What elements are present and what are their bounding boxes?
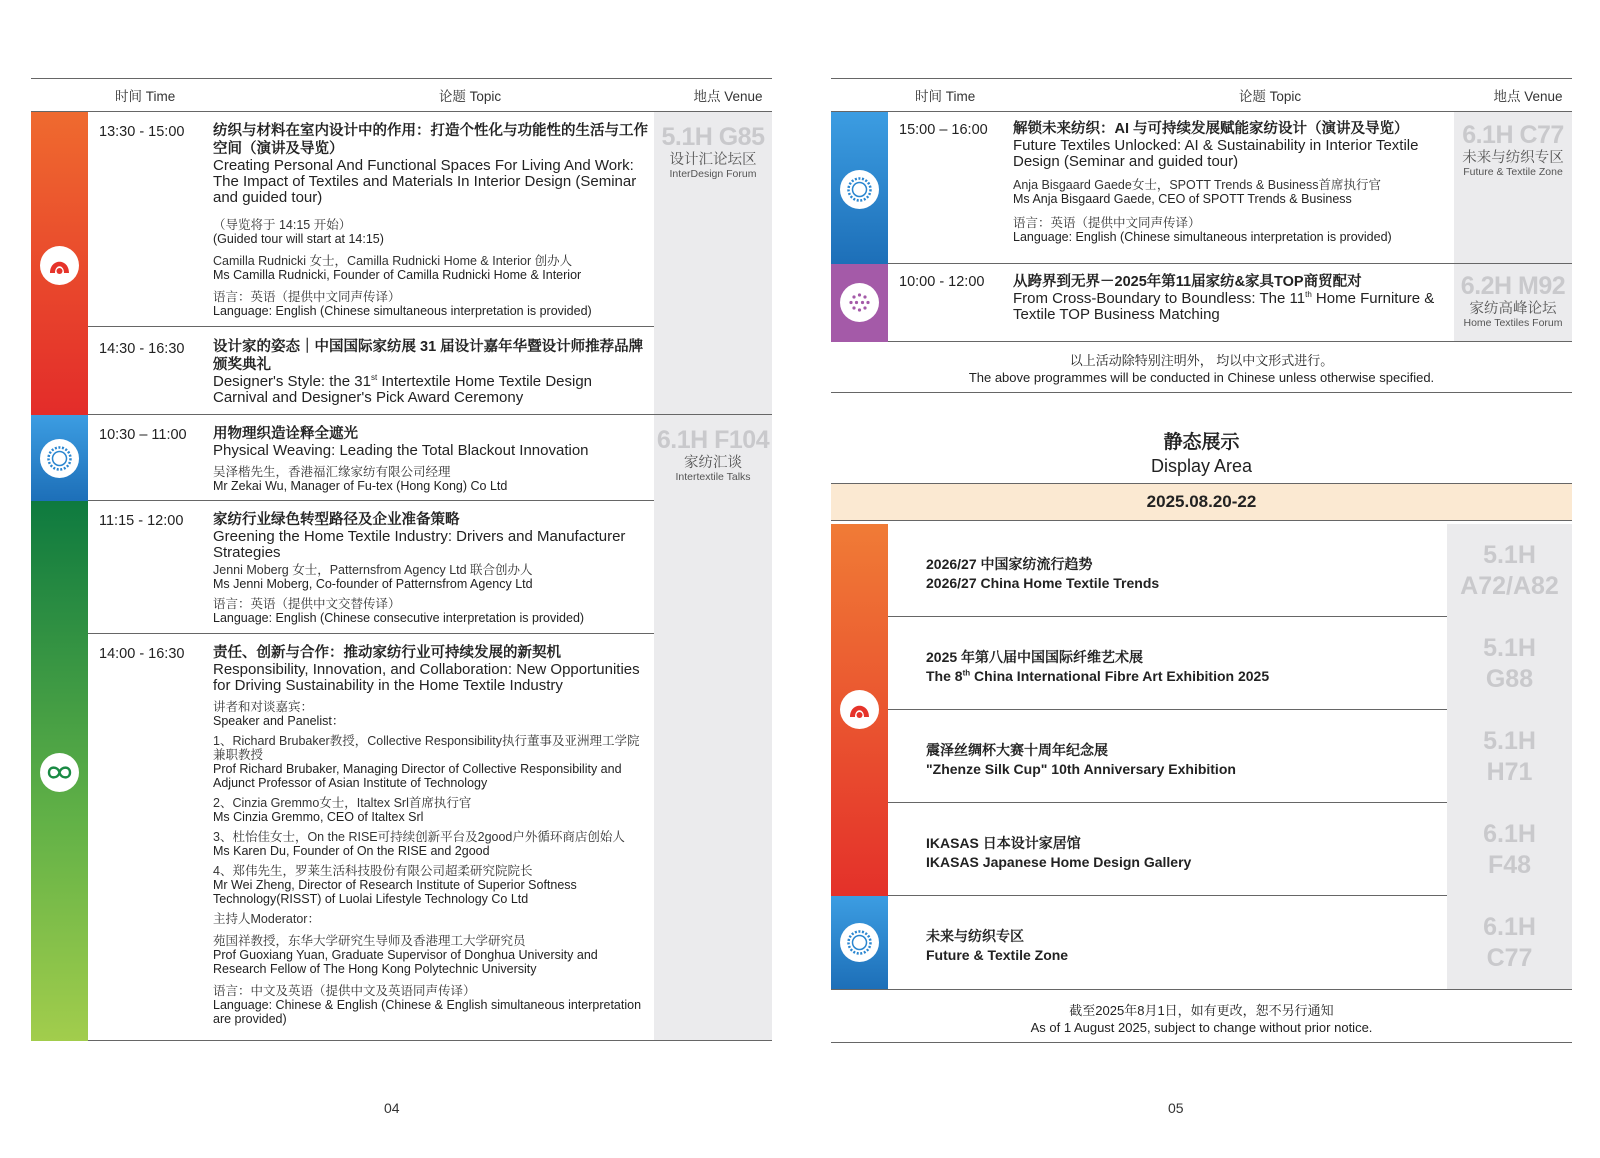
- header-venue: 地点 Venue: [693, 89, 763, 104]
- venue-cell: [654, 112, 772, 414]
- speaker-zh: Camilla Rudnicki 女士，Camilla Rudnicki Home & Interior 创办人: [213, 254, 573, 268]
- panelist-4-zh: 4、郑伟先生，罗莱生活科技股份有限公司超柔研究院院长: [213, 864, 533, 878]
- footer-note-zh: 截至2025年8月1日，如有更改，恕不另行通知: [1069, 1003, 1334, 1018]
- session-title-zh: 用物理织造诠释全遮光: [213, 426, 358, 442]
- speaker-en: Ms Camilla Rudnicki, Founder of Camilla Rudnicki Home & Interior: [213, 268, 582, 282]
- venue-code: 5.1H G85: [661, 123, 765, 151]
- exhibit-title-zh: 震泽丝绸杯大赛十周年纪念展: [926, 742, 1108, 758]
- session-row: [88, 634, 654, 1041]
- panelist-2-en: Ms Cinzia Gremmo, CEO of Italtex Srl: [213, 810, 424, 824]
- speaker-en: Ms Jenni Moberg, Co-founder of Patternsfrom Agency Ltd: [213, 577, 533, 591]
- band-strip-blue: [831, 112, 888, 264]
- moderator-label: 主持人Moderator：: [213, 912, 320, 926]
- exhibit-venue-hall: 5.1H: [1483, 633, 1536, 662]
- band-strip-red: [831, 524, 888, 896]
- session-title-en: Designer's Style: the 31: [213, 373, 371, 390]
- session-row: [88, 415, 654, 501]
- venue-name-en: InterDesign Forum: [669, 168, 757, 180]
- language-note: [831, 342, 1572, 393]
- exhibit-title-en: IKASAS Japanese Home Design Gallery: [926, 854, 1192, 870]
- language-en: Language: Chinese & English (Chinese & English simultaneous interpretation are provided): [213, 998, 642, 1026]
- moderator-zh: 苑国祥教授，东华大学研究生导师及香港理工大学研究员: [213, 934, 526, 948]
- language-en: Language: English (Chinese simultaneous interpretation is provided): [213, 304, 592, 318]
- venue-cell: [654, 415, 772, 1041]
- home-textiles-forum-logo-icon: [840, 283, 879, 322]
- language-note-en: The above programmes will be conducted in Chinese unless otherwise specified.: [968, 370, 1435, 385]
- speaker-zh: 吴泽楷先生，香港福汇缘家纺有限公司经理: [213, 465, 451, 479]
- venue-code: 6.1H C77: [1462, 121, 1564, 149]
- display-date-bar: [831, 483, 1572, 521]
- exhibit-row: [831, 524, 1572, 617]
- session-note-en: (Guided tour will start at 14:15): [213, 232, 384, 246]
- session-time: 14:00 - 16:30: [99, 646, 185, 662]
- future-textile-logo-icon: [840, 923, 879, 962]
- column-headers: [31, 78, 772, 112]
- exhibit-title-zh: 未来与纺织专区: [926, 928, 1024, 944]
- panelist-1-zh: 1、Richard Brubaker教授，Collective Responsibility执行董事及亚洲理工学院兼职教授: [213, 734, 640, 762]
- venue-name-en: Intertextile Talks: [675, 471, 751, 483]
- future-textile-logo-icon: [40, 439, 79, 478]
- venue-code: 6.2H M92: [1460, 272, 1566, 300]
- panel-label-zh: 讲者和对谈嘉宾：: [213, 700, 314, 714]
- page-number-left: 04: [384, 1100, 400, 1116]
- session-title-en: Physical Weaving: Leading the Total Blackout Innovation: [213, 442, 589, 459]
- header-topic: 论题 Topic: [438, 89, 502, 104]
- moderator-en: Prof Guoxiang Yuan, Graduate Supervisor of Donghua University and Research Fellow of The Hong Kong Polytechnic University: [213, 948, 598, 976]
- exhibit-list: [831, 524, 1572, 990]
- session-title-en-cont: Home Furniture & Textile TOP Business Matching: [1013, 290, 1435, 323]
- ordinal-suffix: st: [370, 373, 378, 382]
- exhibit-title-zh: 2025 年第八届中国国际纤维艺术展: [926, 649, 1144, 665]
- session-title-en: Responsibility, Innovation, and Collaboration: New Opportunities for Driving Sustainability in the Home Textile Industry: [213, 661, 640, 694]
- left-page: [31, 78, 772, 1041]
- panelist-4-en: Mr Wei Zheng, Director of Research Institute of Superior Softness Technology(RISST) of Luolai Lifestyle Technology Co Ltd: [213, 878, 577, 906]
- ordinal-suffix: th: [1305, 290, 1312, 299]
- panelist-2-zh: 2、Cinzia Gremmo女士，Italtex Srl首席执行官: [213, 796, 472, 810]
- venue-name-zh: 设计汇论坛区: [669, 152, 757, 168]
- display-date: 2025.08.20-22: [1146, 492, 1257, 511]
- header-topic: 论题 Topic: [1238, 89, 1302, 104]
- speaker-zh: Jenni Moberg 女士，Patternsfrom Agency Ltd 联合创办人: [213, 563, 533, 577]
- venue-name-en: Future & Textile Zone: [1463, 166, 1563, 178]
- exhibit-venue-hall: 5.1H: [1483, 726, 1536, 755]
- exhibit-row: [831, 617, 1572, 710]
- speaker-zh: Anja Bisgaard Gaede女士，SPOTT Trends & Business首席执行官: [1013, 178, 1381, 192]
- band-home-textiles-forum: [831, 264, 1572, 342]
- session-row: [88, 112, 772, 415]
- column-headers: [831, 78, 1572, 112]
- session-time: 13:30 - 15:00: [99, 124, 185, 140]
- language-en: Language: English (Chinese consecutive interpretation is provided): [213, 611, 585, 625]
- session-title-en: Future Textiles Unlocked: AI & Sustainability in Interior Textile Design (Seminar and guided tour): [1013, 137, 1419, 170]
- session-row: [88, 501, 654, 634]
- display-area-title: [831, 427, 1572, 477]
- session-time: 15:00 – 16:00: [899, 122, 988, 138]
- exhibit-row: [831, 803, 1572, 896]
- exhibit-title-zh: 2026/27 中国家纺流行趋势: [926, 556, 1093, 572]
- session-title-zh: 责任、创新与合作：推动家纺行业可持续发展的新契机: [213, 645, 561, 661]
- exhibit-title-en: "Zhenze Silk Cup" 10th Anniversary Exhibition: [926, 761, 1236, 777]
- panelist-3-en: Ms Karen Du, Founder of On the RISE and 2good: [213, 844, 490, 858]
- language-en: Language: English (Chinese simultaneous interpretation is provided): [1013, 230, 1392, 244]
- exhibit-venue: [1447, 617, 1572, 710]
- session-time: 14:30 - 16:30: [88, 326, 213, 414]
- interdesign-logo-icon: [840, 690, 879, 729]
- session-title-en: From Cross-Boundary to Boundless: The 11: [1013, 290, 1306, 307]
- panelist-1-en: Prof Richard Brubaker, Managing Director of Collective Responsibility and Adjunct Professor of Asian Institute of Technology: [213, 762, 622, 790]
- header-time: 时间 Time: [915, 89, 976, 104]
- exhibit-venue: [1447, 803, 1572, 896]
- future-textile-logo-icon: [840, 170, 879, 209]
- session-row: [888, 264, 1572, 342]
- venue-name-zh: 家纺高峰论坛: [1469, 301, 1557, 317]
- language-zh: 语言：英语（提供中文同声传译）: [1013, 216, 1201, 230]
- language-note-zh: 以上活动除特别注明外， 均以中文形式进行。: [1069, 353, 1334, 368]
- sustainability-logo-icon: [40, 753, 79, 792]
- band-strip-green: [31, 501, 88, 1041]
- band-strip-blue: [31, 415, 88, 501]
- exhibit-row: [831, 710, 1572, 803]
- exhibit-venue-booth: C77: [1486, 943, 1533, 972]
- session-row: [888, 112, 1572, 264]
- exhibit-venue-booth: A72/A82: [1460, 571, 1559, 600]
- exhibit-row: [831, 896, 1572, 989]
- header-venue: 地点 Venue: [1493, 89, 1563, 104]
- venue-cell: [1454, 112, 1572, 263]
- venue-name-en: Home Textiles Forum: [1463, 317, 1563, 329]
- display-title-en: Display Area: [1150, 456, 1253, 476]
- header-time: 时间 Time: [115, 89, 176, 104]
- exhibit-title-en: The 8: [926, 668, 963, 684]
- language-zh: 语言：中文及英语（提供中文及英语同声传译）: [213, 984, 476, 998]
- session-title-en: Creating Personal And Functional Spaces For Living And Work: The Impact of Textiles and Materials In Interior Design (Seminar and guided tour): [213, 157, 637, 206]
- band-future-textile: [831, 112, 1572, 264]
- exhibit-title-en: Future & Textile Zone: [926, 947, 1069, 963]
- session-title-en-cont: Intertextile Home Textile Design Carnival and Designer's Pick Award Ceremony: [213, 373, 593, 406]
- session-time: 10:30 – 11:00: [99, 427, 187, 443]
- band-interdesign: [31, 112, 772, 415]
- venue-name-zh: 未来与纺织专区: [1462, 150, 1564, 166]
- display-title-zh: 静态展示: [1163, 432, 1240, 453]
- exhibit-venue: [1447, 524, 1572, 617]
- venue-cell: [1454, 264, 1572, 341]
- session-title-zh: 家纺行业绿色转型路径及企业准备策略: [213, 512, 460, 528]
- right-page: [831, 78, 1572, 1043]
- exhibit-venue-hall: 6.1H: [1483, 912, 1536, 941]
- ordinal-suffix: th: [962, 668, 971, 678]
- exhibit-venue-hall: 6.1H: [1483, 819, 1536, 848]
- footer-note: [831, 990, 1572, 1043]
- exhibit-venue-hall: 5.1H: [1483, 540, 1536, 569]
- session-title-zh: 从跨界到无界－2025年第11届家纺&家具TOP商贸配对: [1013, 274, 1362, 290]
- speaker-en: Mr Zekai Wu, Manager of Fu-tex (Hong Kong) Co Ltd: [213, 479, 508, 493]
- venue-name-zh: 家纺汇谈: [684, 455, 742, 471]
- panel-label-en: Speaker and Panelist：: [213, 714, 345, 728]
- venue-code: 6.1H F104: [656, 426, 770, 454]
- footer-note-en: As of 1 August 2025, subject to change without prior notice.: [1030, 1020, 1373, 1035]
- exhibit-title-zh: IKASAS 日本设计家居馆: [926, 835, 1081, 851]
- exhibit-venue: [1447, 710, 1572, 803]
- band-strip-blue: [831, 896, 888, 989]
- interdesign-logo-icon: [40, 246, 79, 285]
- exhibit-venue-booth: F48: [1487, 850, 1532, 879]
- session-title-zh: 解锁未来纺织：AI 与可持续发展赋能家纺设计（演讲及导览）: [1013, 121, 1409, 137]
- session-time: 10:00 - 12:00: [899, 274, 985, 290]
- session-time: 11:15 - 12:00: [99, 513, 184, 529]
- language-zh: 语言：英语（提供中文同声传译）: [213, 290, 401, 304]
- exhibit-venue-booth: G88: [1485, 664, 1534, 693]
- session-title-zh: 设计家的姿态｜中国国际家纺展 31 届设计嘉年华暨设计师推荐品牌颁奖典礼: [213, 339, 644, 373]
- exhibit-title-en: 2026/27 China Home Textile Trends: [926, 575, 1160, 591]
- speaker-en: Ms Anja Bisgaard Gaede, CEO of SPOTT Trends & Business: [1013, 192, 1352, 206]
- session-title-en: Greening the Home Textile Industry: Drivers and Manufacturer Strategies: [213, 528, 626, 561]
- language-zh: 语言：英语（提供中文交替传译）: [213, 597, 401, 611]
- exhibit-title-en-cont: China International Fibre Art Exhibition 2025: [970, 668, 1270, 684]
- band-strip-red: [31, 112, 88, 415]
- band-strip-purple: [831, 264, 888, 342]
- page-number-right: 05: [1168, 1100, 1184, 1116]
- exhibit-venue: [1447, 896, 1572, 989]
- exhibit-venue-booth: H71: [1486, 757, 1533, 786]
- session-title-zh: 纺织与材料在室内设计中的作用：打造个性化与功能性的生活与工作空间（演讲及导览）: [213, 123, 648, 157]
- session-note-zh: （导览将于 14:15 开始）: [213, 218, 352, 232]
- panelist-3-zh: 3、杜怡佳女士，On the RISE可持续创新平台及2good户外循环商店创始人: [213, 830, 625, 844]
